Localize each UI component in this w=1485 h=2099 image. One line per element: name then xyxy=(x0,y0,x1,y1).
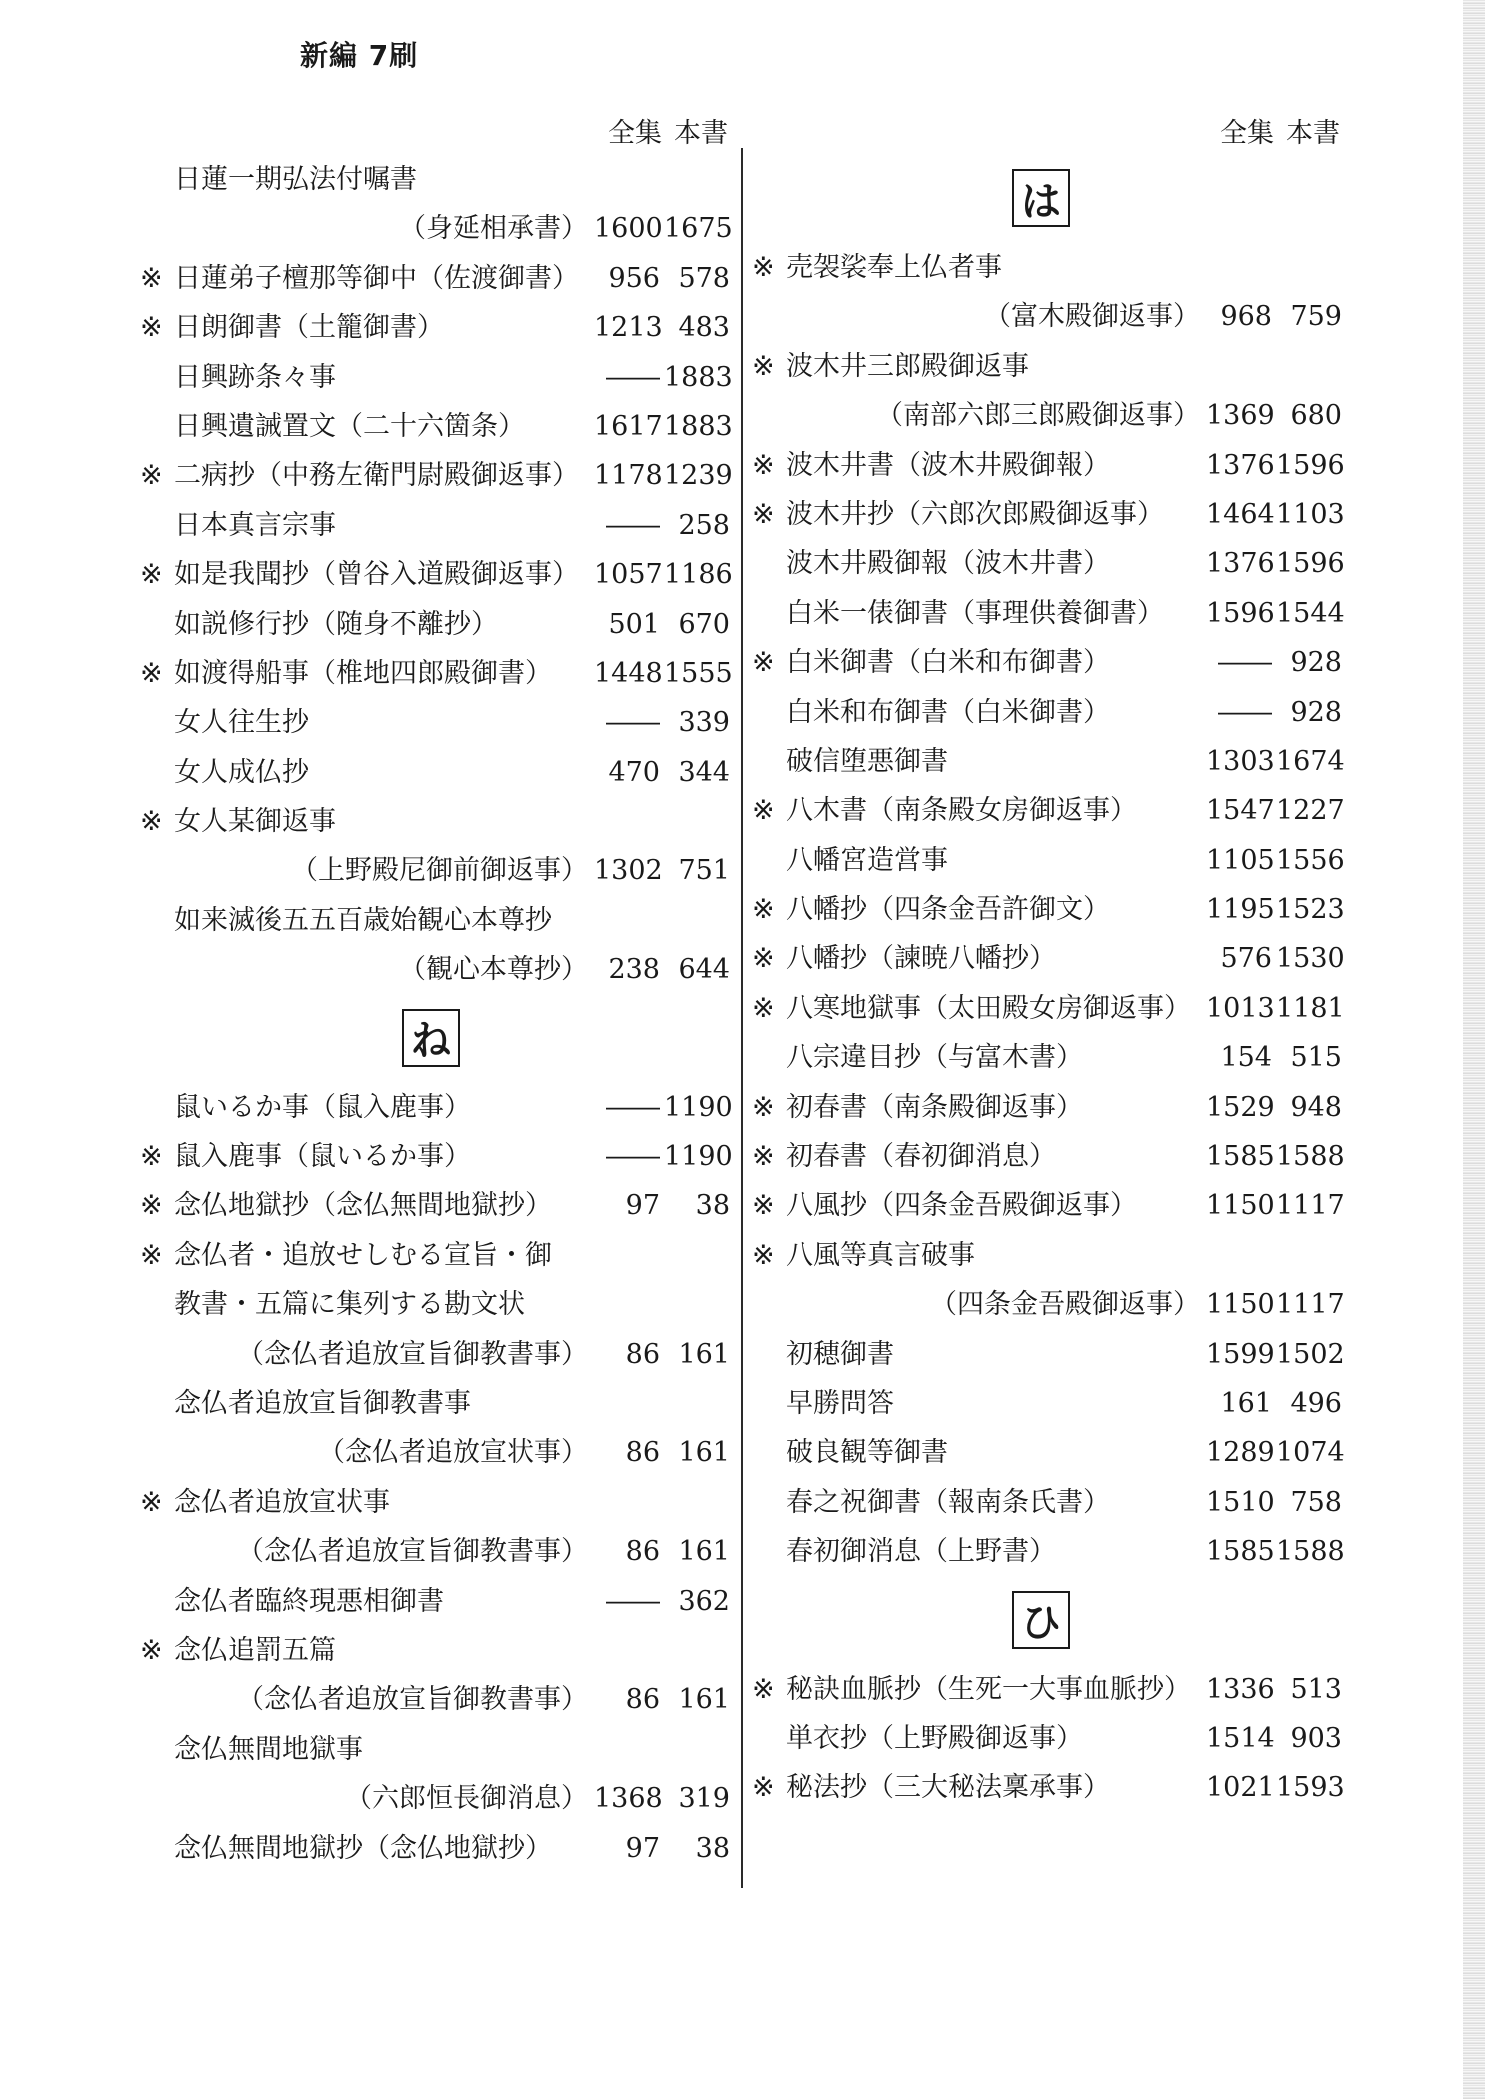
index-entry xyxy=(140,1478,730,1527)
zenshu-page: 1514 xyxy=(1206,1722,1275,1754)
zenshu-page: 97 xyxy=(625,1832,660,1864)
entry-title: 秘訣血脈抄（生死一大事血脈抄） xyxy=(786,1673,1191,1705)
entry-alt-title: （六郎恒長御消息） xyxy=(345,1783,588,1815)
honsho-page: 161 xyxy=(678,1437,730,1469)
entry-title: 念仏者臨終現悪相御書 xyxy=(174,1585,444,1617)
honsho-page: 496 xyxy=(1290,1387,1342,1419)
entry-title: 秘法抄（三大秘法稟承事） xyxy=(786,1772,1110,1804)
note-mark: ※ xyxy=(140,262,163,294)
index-entry xyxy=(752,1428,1345,1477)
zenshu-page: 1195 xyxy=(1206,894,1275,926)
note-mark: ※ xyxy=(752,449,775,481)
zenshu-page: 1336 xyxy=(1206,1673,1275,1705)
index-entry xyxy=(140,1231,730,1280)
index-entry xyxy=(140,1527,730,1576)
honsho-page: 161 xyxy=(678,1536,730,1568)
honsho-page: 1103 xyxy=(1276,498,1345,530)
zenshu-page: 1213 xyxy=(594,312,663,344)
honsho-page: 578 xyxy=(678,262,730,294)
index-entry xyxy=(140,402,733,451)
entry-title: 八幡抄（四条金吾許御文） xyxy=(786,894,1110,926)
zenshu-header: 全集 xyxy=(608,117,662,149)
index-entry xyxy=(752,836,1345,885)
zenshu-page: 1289 xyxy=(1206,1437,1275,1469)
right-column xyxy=(752,105,1345,1813)
index-entry xyxy=(140,1181,730,1230)
honsho-page: 319 xyxy=(678,1783,730,1815)
entry-alt-title: （念仏者追放宣旨御教書事） xyxy=(237,1684,588,1716)
entry-title: 春之祝御書（報南条氏書） xyxy=(786,1486,1110,1518)
honsho-page: 344 xyxy=(678,756,730,788)
note-mark: ※ xyxy=(752,252,775,283)
zenshu-page: 1368 xyxy=(594,1783,663,1815)
note-mark: ※ xyxy=(752,1190,775,1222)
entry-title: 波木井殿御報（波木井書） xyxy=(786,548,1110,580)
entry-title: 女人往生抄 xyxy=(174,707,309,739)
index-entry xyxy=(752,342,1342,391)
entry-title: 早勝問答 xyxy=(786,1387,894,1419)
index-entry xyxy=(752,1763,1345,1812)
zenshu-page: 86 xyxy=(625,1437,660,1469)
zenshu-page: 97 xyxy=(625,1190,660,1222)
honsho-page: 1502 xyxy=(1276,1338,1345,1370)
entry-title: 単衣抄（上野殿御返事） xyxy=(786,1722,1083,1754)
entry-title: 如渡得船事（椎地四郎殿御書） xyxy=(174,657,552,689)
zenshu-page: 1585 xyxy=(1206,1141,1275,1173)
honsho-page: 759 xyxy=(1290,301,1342,333)
zenshu-page: 86 xyxy=(625,1684,660,1716)
honsho-page: 1190 xyxy=(664,1091,733,1123)
entry-title: 如説修行抄（随身不離抄） xyxy=(174,608,498,640)
entry-title: 八風抄（四条金吾殿御返事） xyxy=(786,1190,1137,1222)
entry-title: 白米一俵御書（事理供養御書） xyxy=(786,597,1164,629)
entry-title: 八木書（南条殿女房御返事） xyxy=(786,795,1137,827)
note-mark: ※ xyxy=(752,1141,775,1173)
zenshu-page: 154 xyxy=(1220,1042,1272,1074)
kana-section-marker: ね xyxy=(402,1009,460,1067)
entry-title: 波木井書（波木井殿御報） xyxy=(786,449,1110,481)
entry-alt-title: （南部六郎三郎殿御返事） xyxy=(876,400,1200,432)
zenshu-page: 1105 xyxy=(1206,844,1275,876)
entry-title: 日蓮弟子檀那等御中（佐渡御書） xyxy=(174,262,579,294)
index-entry xyxy=(140,1675,730,1724)
honsho-page: 1588 xyxy=(1276,1536,1345,1568)
honsho-page: 515 xyxy=(1290,1042,1342,1074)
index-entry xyxy=(752,1478,1342,1527)
note-mark: ※ xyxy=(752,498,775,530)
entry-alt-title: （上野殿尼御前御返事） xyxy=(291,855,588,887)
honsho-page: 1883 xyxy=(664,410,733,442)
entry-title: 教書・五篇に集列する勘文状 xyxy=(174,1289,525,1321)
zenshu-page: 1303 xyxy=(1206,745,1275,777)
honsho-page: 680 xyxy=(1290,400,1342,432)
note-mark: ※ xyxy=(140,806,163,838)
honsho-page: 1181 xyxy=(1276,992,1345,1024)
honsho-page: 1555 xyxy=(664,657,733,689)
entry-title: 波木井抄（六郎次郎殿御返事） xyxy=(786,498,1164,530)
index-entry xyxy=(752,490,1345,539)
index-entry xyxy=(140,353,733,402)
entry-title: 如是我聞抄（曾谷入道殿御返事） xyxy=(174,559,579,591)
entry-title: 初春書（南条殿御返事） xyxy=(786,1091,1083,1123)
entry-alt-title: （念仏者追放宣旨御教書事） xyxy=(237,1338,588,1370)
page-edge-scan-artifact xyxy=(1463,0,1485,2099)
zenshu-page: 1585 xyxy=(1206,1536,1275,1568)
index-entry xyxy=(140,155,730,204)
honsho-page: 1117 xyxy=(1276,1289,1345,1321)
entry-title: 波木井三郎殿御返事 xyxy=(786,350,1029,382)
entry-alt-title: （観心本尊抄） xyxy=(399,954,588,986)
zenshu-page: 86 xyxy=(625,1536,660,1568)
honsho-page: 1117 xyxy=(1276,1190,1345,1222)
index-entry xyxy=(752,243,1342,292)
index-entry xyxy=(752,1330,1345,1379)
zenshu-page: 1302 xyxy=(594,855,663,887)
index-entry xyxy=(140,748,730,797)
honsho-page: 483 xyxy=(678,312,730,344)
zenshu-page: 1510 xyxy=(1206,1486,1275,1518)
zenshu-page: 956 xyxy=(608,262,660,294)
zenshu-page: 1021 xyxy=(1206,1772,1275,1804)
honsho-page: 258 xyxy=(678,509,730,541)
zenshu-page: 1547 xyxy=(1206,795,1275,827)
index-entry xyxy=(140,600,730,649)
entry-title: 女人成仏抄 xyxy=(174,756,309,788)
kana-section-marker: ひ xyxy=(1012,1591,1070,1649)
index-entry xyxy=(752,1527,1345,1576)
zenshu-header: 全集 xyxy=(1220,117,1274,149)
entry-alt-title: （念仏者追放宣状事） xyxy=(318,1437,588,1469)
section-heading xyxy=(752,155,1342,243)
note-mark: ※ xyxy=(752,894,775,926)
honsho-page: 1596 xyxy=(1276,548,1345,580)
index-entry xyxy=(140,1577,730,1626)
entry-alt-title: （身延相承書） xyxy=(399,213,588,245)
index-entry xyxy=(752,1181,1345,1230)
entry-title: 鼠いるか事（鼠入鹿事） xyxy=(174,1091,471,1123)
zenshu-page: 1464 xyxy=(1206,498,1275,530)
index-entry xyxy=(752,1280,1345,1329)
index-entry xyxy=(752,1033,1342,1082)
index-entry xyxy=(140,501,730,550)
left-column xyxy=(140,105,733,1873)
entry-alt-title: （念仏者追放宣旨御教書事） xyxy=(237,1536,588,1568)
note-mark: ※ xyxy=(752,647,775,679)
index-entry xyxy=(752,1665,1342,1714)
entry-title: 八寒地獄事（太田殿女房御返事） xyxy=(786,992,1191,1024)
entry-title: 白米和布御書（白米御書） xyxy=(786,696,1110,728)
note-mark: ※ xyxy=(140,312,163,344)
zenshu-page: 238 xyxy=(608,954,660,986)
entry-title: 破良観等御書 xyxy=(786,1437,948,1469)
honsho-page: 644 xyxy=(678,954,730,986)
note-mark: ※ xyxy=(752,943,775,975)
index-entry xyxy=(140,451,733,500)
entry-alt-title: （四条金吾殿御返事） xyxy=(930,1289,1200,1321)
entry-title: 念仏者追放宣状事 xyxy=(174,1486,390,1518)
index-entry xyxy=(140,846,730,895)
honsho-page: 1674 xyxy=(1276,745,1345,777)
honsho-page: 928 xyxy=(1290,696,1342,728)
entry-title: 日興遺誡置文（二十六箇条） xyxy=(174,410,525,442)
entry-title: 初穂御書 xyxy=(786,1338,894,1370)
index-entry xyxy=(140,945,730,994)
note-mark: ※ xyxy=(752,1091,775,1123)
index-entry xyxy=(752,1231,1342,1280)
entry-title: 八風等真言破事 xyxy=(786,1239,975,1271)
note-mark: ※ xyxy=(752,1239,775,1271)
note-mark: ※ xyxy=(752,992,775,1024)
honsho-page: 1883 xyxy=(664,361,733,393)
honsho-page: 758 xyxy=(1290,1486,1342,1518)
note-mark: ※ xyxy=(140,1190,163,1222)
honsho-page: 948 xyxy=(1290,1091,1342,1123)
honsho-page: 1588 xyxy=(1276,1141,1345,1173)
honsho-page: 38 xyxy=(695,1832,730,1864)
honsho-page: 1675 xyxy=(664,213,733,245)
index-entry xyxy=(752,1083,1342,1132)
note-mark: ※ xyxy=(140,1141,163,1173)
zenshu-page: ―― xyxy=(606,509,660,541)
entry-title: 日蓮一期弘法付嘱書 xyxy=(174,164,417,195)
zenshu-page: ―― xyxy=(606,707,660,739)
zenshu-page: 161 xyxy=(1220,1387,1272,1419)
zenshu-page: 1057 xyxy=(594,559,663,591)
index-entry xyxy=(752,441,1345,490)
left-column-header xyxy=(140,105,730,155)
index-entry xyxy=(752,688,1342,737)
zenshu-page: 501 xyxy=(608,608,660,640)
honsho-page: 1596 xyxy=(1276,449,1345,481)
honsho-page: 362 xyxy=(678,1585,730,1617)
zenshu-page: 1599 xyxy=(1206,1338,1275,1370)
zenshu-page: 1150 xyxy=(1206,1289,1275,1321)
index-entry xyxy=(752,1714,1342,1763)
zenshu-page: 1376 xyxy=(1206,548,1275,580)
index-entry xyxy=(752,589,1345,638)
zenshu-page: 1596 xyxy=(1206,597,1275,629)
index-entry xyxy=(752,786,1345,835)
kana-section-marker: は xyxy=(1012,169,1070,227)
right-index-list xyxy=(752,155,1345,1813)
note-mark: ※ xyxy=(752,795,775,827)
note-mark: ※ xyxy=(752,1673,775,1705)
note-mark: ※ xyxy=(752,350,775,382)
honsho-page: 1074 xyxy=(1276,1437,1345,1469)
honsho-page: 1544 xyxy=(1276,597,1345,629)
section-heading xyxy=(752,1577,1342,1665)
honsho-page: 1530 xyxy=(1276,943,1345,975)
entry-title: 念仏者追放宣旨御教書事 xyxy=(174,1387,471,1419)
index-entry xyxy=(752,638,1342,687)
entry-title: 初春書（春初御消息） xyxy=(786,1141,1056,1173)
entry-title: 八宗違目抄（与富木書） xyxy=(786,1042,1083,1074)
zenshu-page: ―― xyxy=(1218,696,1272,728)
entry-title: 鼠入鹿事（鼠いるか事） xyxy=(174,1141,471,1173)
right-column-header xyxy=(752,105,1342,155)
honsho-page: 1523 xyxy=(1276,894,1345,926)
entry-title: 破信堕悪御書 xyxy=(786,745,948,777)
note-mark: ※ xyxy=(140,657,163,689)
entry-title: 日本真言宗事 xyxy=(174,509,336,541)
zenshu-page: ―― xyxy=(606,1141,660,1173)
entry-title: 念仏者・追放せしむる宣旨・御 xyxy=(174,1239,552,1271)
zenshu-page: 1178 xyxy=(594,460,663,492)
section-heading xyxy=(140,995,730,1083)
left-index-list xyxy=(140,155,733,1873)
entry-title: 二病抄（中務左衛門尉殿御返事） xyxy=(174,460,579,492)
zenshu-page: ―― xyxy=(606,1585,660,1617)
index-entry xyxy=(752,1379,1342,1428)
honsho-page: 670 xyxy=(678,608,730,640)
entry-title: 女人某御返事 xyxy=(174,806,336,838)
honsho-header: 本書 xyxy=(674,117,728,149)
index-entry xyxy=(752,885,1345,934)
zenshu-page: 1600 xyxy=(594,213,663,245)
index-entry xyxy=(140,1330,730,1379)
zenshu-page: 1529 xyxy=(1206,1091,1275,1123)
zenshu-page: 1369 xyxy=(1206,400,1275,432)
honsho-page: 1186 xyxy=(664,559,733,591)
index-entry xyxy=(752,737,1345,786)
note-mark: ※ xyxy=(752,1772,775,1804)
index-entry xyxy=(140,204,733,253)
zenshu-page: ―― xyxy=(606,361,660,393)
entry-title: 念仏追罰五篇 xyxy=(174,1634,336,1666)
index-entry xyxy=(752,292,1342,341)
index-entry xyxy=(140,1379,730,1428)
zenshu-page: 86 xyxy=(625,1338,660,1370)
index-entry xyxy=(140,1824,730,1873)
honsho-page: 513 xyxy=(1290,1673,1342,1705)
index-entry xyxy=(140,254,730,303)
note-mark: ※ xyxy=(140,559,163,591)
index-entry xyxy=(140,698,730,747)
column-divider xyxy=(741,148,743,1888)
entry-title: 日興跡条々事 xyxy=(174,361,336,393)
zenshu-page: 576 xyxy=(1220,943,1272,975)
zenshu-page: 1013 xyxy=(1206,992,1275,1024)
honsho-header: 本書 xyxy=(1286,117,1340,149)
entry-title: 八幡宮造営事 xyxy=(786,844,948,876)
honsho-page: 38 xyxy=(695,1190,730,1222)
zenshu-page: 1617 xyxy=(594,410,663,442)
index-entry xyxy=(752,1132,1345,1181)
honsho-page: 1190 xyxy=(664,1141,733,1173)
entry-title: 売袈裟奉上仏者事 xyxy=(786,252,1002,283)
entry-title: 春初御消息（上野書） xyxy=(786,1536,1056,1568)
honsho-page: 1239 xyxy=(664,460,733,492)
entry-title: 念仏無間地獄抄（念仏地獄抄） xyxy=(174,1832,552,1864)
index-entry xyxy=(752,934,1345,983)
index-entry xyxy=(140,1280,730,1329)
index-entry xyxy=(752,539,1345,588)
index-entry xyxy=(140,797,730,846)
index-entry xyxy=(140,1083,733,1132)
note-mark: ※ xyxy=(140,460,163,492)
entry-alt-title: （富木殿御返事） xyxy=(984,301,1200,333)
index-entry xyxy=(140,1132,733,1181)
zenshu-page: 968 xyxy=(1220,301,1272,333)
index-entry xyxy=(140,550,733,599)
index-entry xyxy=(140,1774,730,1823)
index-entry xyxy=(140,303,730,352)
honsho-page: 161 xyxy=(678,1684,730,1716)
zenshu-page: 470 xyxy=(608,756,660,788)
zenshu-page: ―― xyxy=(1218,647,1272,679)
index-entry xyxy=(752,984,1345,1033)
index-entry xyxy=(140,1725,730,1774)
zenshu-page: 1150 xyxy=(1206,1190,1275,1222)
zenshu-page: 1376 xyxy=(1206,449,1275,481)
honsho-page: 751 xyxy=(678,855,730,887)
index-entry xyxy=(140,1626,730,1675)
honsho-page: 339 xyxy=(678,707,730,739)
index-entry xyxy=(140,896,730,945)
entry-title: 白米御書（白米和布御書） xyxy=(786,647,1110,679)
entry-title: 八幡抄（諫暁八幡抄） xyxy=(786,943,1056,975)
honsho-page: 1593 xyxy=(1276,1772,1345,1804)
honsho-page: 903 xyxy=(1290,1722,1342,1754)
entry-title: 念仏地獄抄（念仏無間地獄抄） xyxy=(174,1190,552,1222)
index-entry xyxy=(140,649,733,698)
page-title: 新編 7刷 xyxy=(300,39,419,72)
index-entry xyxy=(752,391,1342,440)
zenshu-page: ―― xyxy=(606,1091,660,1123)
honsho-page: 928 xyxy=(1290,647,1342,679)
note-mark: ※ xyxy=(140,1486,163,1518)
entry-title: 日朗御書（土籠御書） xyxy=(174,312,444,344)
note-mark: ※ xyxy=(140,1634,163,1666)
entry-title: 念仏無間地獄事 xyxy=(174,1733,363,1765)
honsho-page: 1227 xyxy=(1276,795,1345,827)
zenshu-page: 1448 xyxy=(594,657,663,689)
honsho-page: 161 xyxy=(678,1338,730,1370)
honsho-page: 1556 xyxy=(1276,844,1345,876)
entry-title: 如来滅後五五百歳始観心本尊抄 xyxy=(174,904,552,936)
index-entry xyxy=(140,1428,730,1477)
note-mark: ※ xyxy=(140,1239,163,1271)
